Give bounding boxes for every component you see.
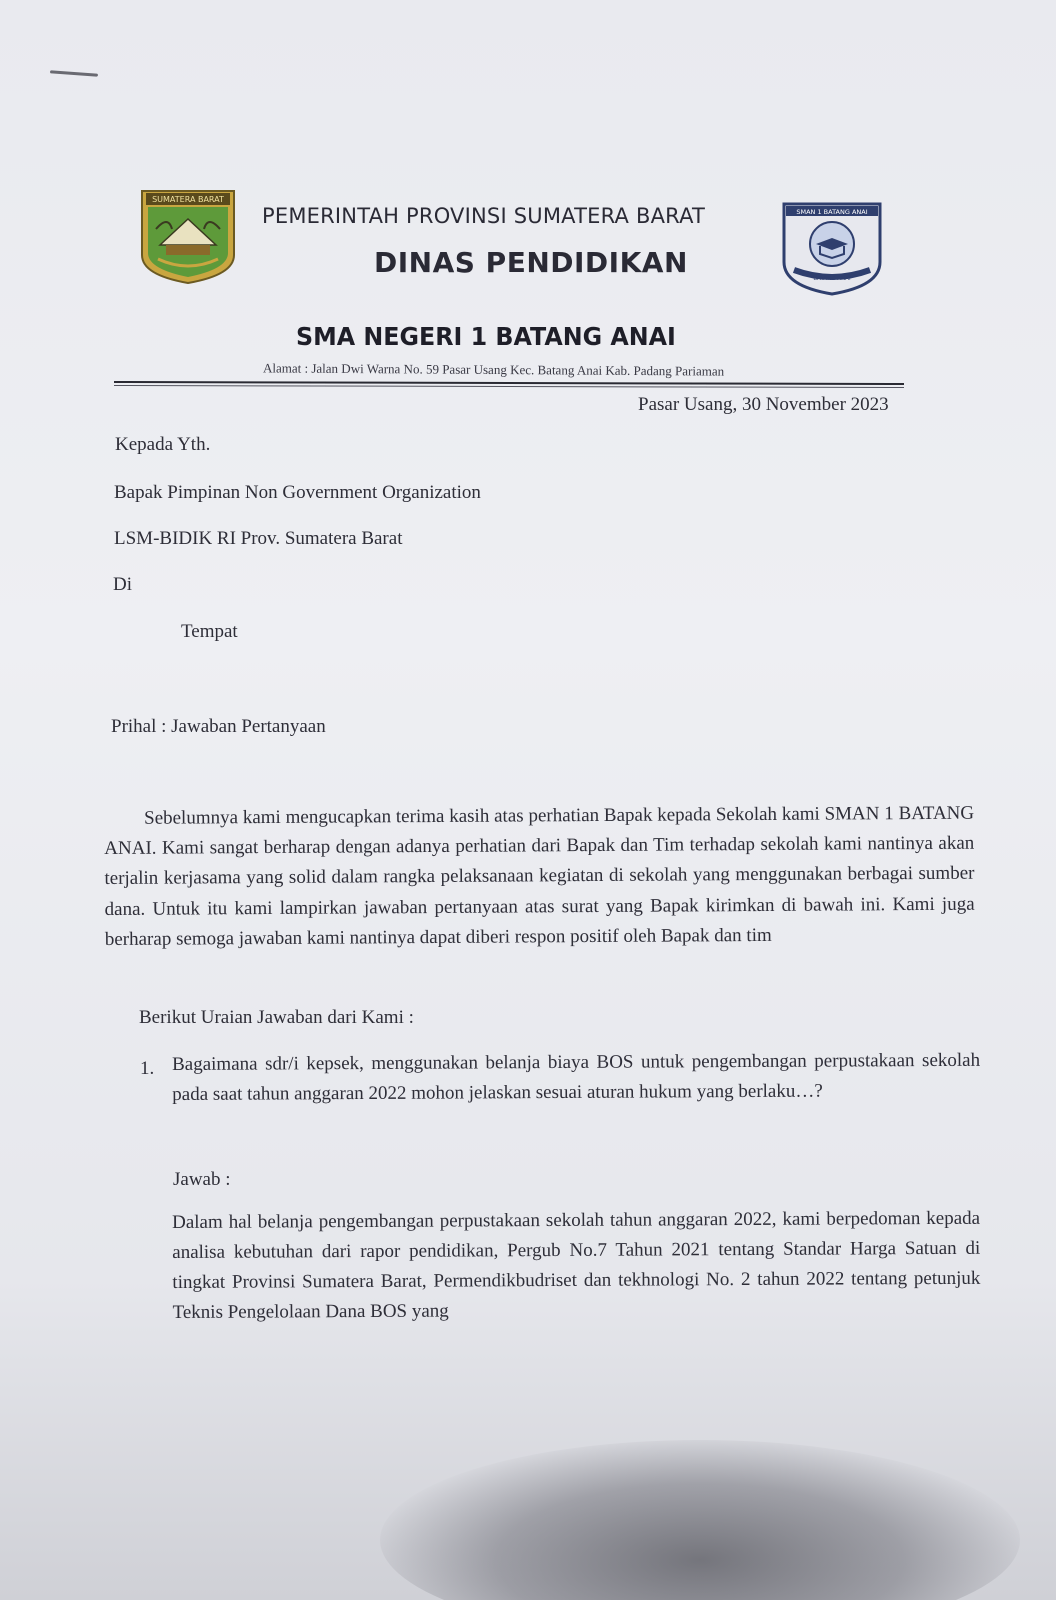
right-logo-banner: SMAN 1 BATANG ANAI <box>796 208 868 216</box>
left-logo-banner: SUMATERA BARAT <box>152 195 224 204</box>
recipient-line-1: Bapak Pimpinan Non Government Organization <box>114 482 481 503</box>
letterhead-divider-thin <box>114 385 904 388</box>
letter-date: Pasar Usang, 30 November 2023 <box>638 394 889 415</box>
letterhead-government: PEMERINTAH PROVINSI SUMATERA BARAT <box>262 204 706 228</box>
recipient-line-3: Di <box>113 574 132 595</box>
answer-text: Dalam hal belanja pengembangan perpustakaan sekolah tahun anggaran 2022, kami berpedoman kepada analisa kebutuhan dari rapor pendidikan, Pergub No.7 Tahun 2021 tentang Standar Harga Satuan di tingkat Provinsi Sumatera Barat, Permendikbudriset dan tekhnologi No. 2 tahun 2022 tentang petunjuk Teknis Pengelolaan Dana BOS yang <box>172 1207 981 1323</box>
school-badge-icon <box>780 200 884 296</box>
letterhead-department: DINAS PENDIDIKAN <box>374 246 688 279</box>
answer-label: Jawab : <box>173 1169 231 1190</box>
letter-subject: Prihal : Jawaban Pertanyaan <box>111 716 326 737</box>
item-question <box>172 1046 980 1110</box>
question-text: Bagaimana sdr/i kepsek, menggunakan belanja biaya BOS untuk pengembangan perpustakaan sekolah pada saat tahun anggaran 2022 mohon jelaskan sesuai aturan hukum yang berlaku…? <box>172 1049 981 1105</box>
pen-mark <box>50 70 98 76</box>
recipient-line-4: Tempat <box>181 621 238 642</box>
intro-text: Sebelumnya kami mengucapkan terima kasih atas perhatian Bapak kepada Sekolah kami SMAN 1 BATANG ANAI. Kami sangat berharap dengan adanya perhatian dari Bapak dan Tim terhadap sekolah kami nantinya akan terjalin kerjasama yang solid dalam rangka pelaksanaan kegiatan di sekolah yang menggunakan berbagai sumber dana. Untuk itu kami lampirkan jawaban pertanyaan atas surat yang Bapak kirimkan di bawah ini. Kami juga berharap semoga jawaban kami nantinya dapat diberi respon positif oleh Bapak dan tim <box>104 802 975 950</box>
letterhead-address: Alamat : Jalan Dwi Warna No. 59 Pasar Usang Kec. Batang Anai Kab. Padang Pariaman <box>262 360 725 379</box>
intro-paragraph <box>104 799 975 955</box>
right-logo-bottom-text: BATANG ANAI <box>813 276 851 282</box>
letterhead-school-name: SMA NEGERI 1 BATANG ANAI <box>296 322 676 351</box>
recipient-line-2: LSM-BIDIK RI Prov. Sumatera Barat <box>114 528 403 549</box>
list-intro: Berikut Uraian Jawaban dari Kami : <box>139 1007 414 1028</box>
item-number: 1. <box>140 1058 155 1079</box>
photo-shadow <box>380 1440 1020 1600</box>
sumatera-barat-emblem-icon <box>138 185 238 285</box>
recipient-greeting: Kepada Yth. <box>115 434 211 455</box>
item-answer <box>172 1204 981 1328</box>
